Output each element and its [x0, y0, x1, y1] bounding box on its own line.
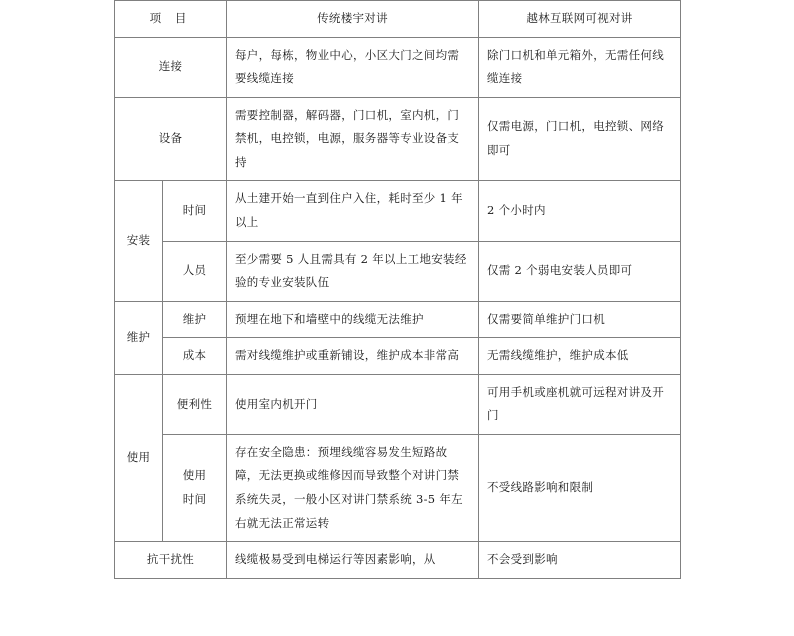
table-row — [115, 97, 681, 181]
row-subcategory-usage-lifetime — [163, 434, 227, 541]
table-row — [115, 37, 681, 97]
cell-yuelin-equipment: 仅需电源，门口机，电控锁、网络即可 — [479, 97, 681, 181]
cell-yuelin-maintenance: 仅需要简单维护门口机 — [479, 301, 681, 338]
row-category-maintenance: 维护 — [115, 301, 163, 374]
cell-yuelin-usage-lifetime: 不受线路影响和限制 — [479, 434, 681, 541]
comparison-table — [114, 0, 681, 579]
table-row — [115, 374, 681, 434]
row-category-equipment: 设备 — [115, 97, 227, 181]
row-subcategory-usage-lifetime-line2: 时间 — [182, 492, 207, 506]
table-row — [115, 434, 681, 541]
row-subcategory-usage-lifetime-line1: 使用 — [182, 468, 207, 483]
cell-traditional-interference: 线缆极易受到电梯运行等因素影响，从 — [227, 542, 479, 579]
cell-traditional-usage-lifetime: 存在安全隐患：预埋线缆容易发生短路故障，无法更换或维修因而导致整个对讲门禁系统失灵，一般小区对讲门禁系统 3-5 年左右就无法正常运转 — [227, 434, 479, 541]
table-row — [115, 338, 681, 375]
cell-traditional-install-staff: 至少需要 5 人且需具有 2 年以上工地安装经验的专业安装队伍 — [227, 241, 479, 301]
row-category-connection: 连接 — [115, 37, 227, 97]
table-header-row — [115, 1, 681, 38]
row-category-usage: 使用 — [115, 374, 163, 541]
cell-yuelin-install-staff: 仅需 2 个弱电安装人员即可 — [479, 241, 681, 301]
table-row — [115, 542, 681, 579]
cell-yuelin-maintenance-cost: 无需线缆维护，维护成本低 — [479, 338, 681, 375]
row-subcategory-install-time: 时间 — [163, 181, 227, 241]
cell-traditional-equipment: 需要控制器，解码器，门口机，室内机，门禁机，电控锁，电源，服务器等专业设备支持 — [227, 97, 479, 181]
row-category-interference: 抗干扰性 — [115, 542, 227, 579]
cell-yuelin-install-time: 2 个小时内 — [479, 181, 681, 241]
cell-yuelin-interference: 不会受到影响 — [479, 542, 681, 579]
cell-traditional-maintenance: 预埋在地下和墙壁中的线缆无法维护 — [227, 301, 479, 338]
row-subcategory-convenience: 便利性 — [163, 374, 227, 434]
table-row — [115, 181, 681, 241]
row-subcategory-maintenance-cost: 成本 — [163, 338, 227, 375]
cell-traditional-convenience: 使用室内机开门 — [227, 374, 479, 434]
table-row — [115, 241, 681, 301]
header-item: 项 目 — [115, 1, 227, 38]
cell-traditional-connection: 每户，每栋，物业中心，小区大门之间均需要线缆连接 — [227, 37, 479, 97]
cell-traditional-maintenance-cost: 需对线缆维护或重新铺设，维护成本非常高 — [227, 338, 479, 375]
cell-yuelin-connection: 除门口机和单元箱外，无需任何线缆连接 — [479, 37, 681, 97]
header-yuelin: 越林互联网可视对讲 — [479, 1, 681, 38]
table-row — [115, 301, 681, 338]
cell-yuelin-convenience: 可用手机或座机就可远程对讲及开门 — [479, 374, 681, 434]
cell-traditional-install-time: 从土建开始一直到住户入住，耗时至少 1 年以上 — [227, 181, 479, 241]
table-viewport — [114, 0, 681, 636]
row-subcategory-install-staff: 人员 — [163, 241, 227, 301]
header-traditional: 传统楼宇对讲 — [227, 1, 479, 38]
row-subcategory-maintenance: 维护 — [163, 301, 227, 338]
row-category-installation: 安装 — [115, 181, 163, 301]
